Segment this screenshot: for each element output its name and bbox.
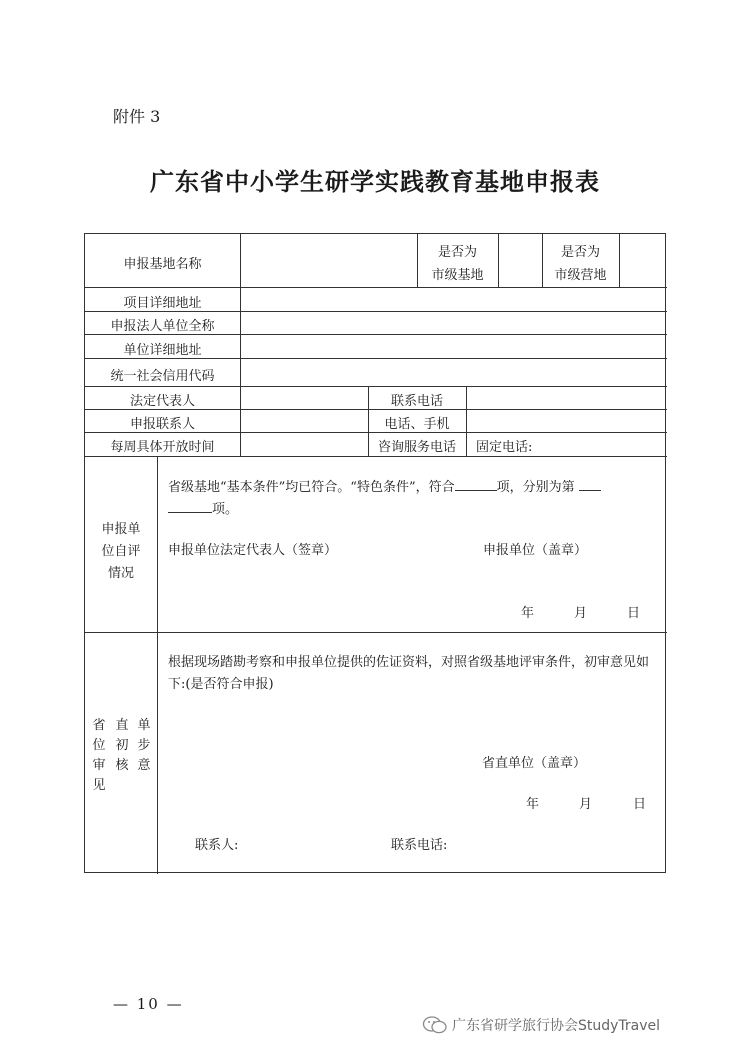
- review-label-char: 初: [115, 738, 129, 753]
- review-label-col3: [92, 716, 106, 796]
- fixed-phone-label: 固定电话:: [476, 440, 533, 455]
- wechat-icon: [422, 1015, 448, 1035]
- review-label-col1: [137, 716, 151, 776]
- watermark-text: 广东省研学旅行协会StudyTravel: [452, 1018, 661, 1034]
- city-camp-label-line2: 市级营地: [554, 268, 607, 283]
- base-name-label: 申报基地名称: [123, 257, 202, 272]
- self-eval-statement: [168, 477, 658, 521]
- review-date-year: 年: [526, 797, 540, 812]
- review-label-char: 见: [92, 778, 106, 793]
- review-label-char: 核: [115, 758, 129, 773]
- credit-code-label: 统一社会信用代码: [110, 369, 215, 384]
- review-label-col2: [115, 716, 129, 776]
- feature-items-blank-1[interactable]: [579, 477, 601, 491]
- consult-phone-label: 咨询服务电话: [377, 440, 456, 455]
- self-eval-text-part3: 项。: [212, 502, 239, 517]
- watermark: [422, 1015, 660, 1035]
- review-label-char: 步: [137, 738, 151, 753]
- project-address-label: 项目详细地址: [123, 296, 202, 311]
- self-eval-label-line3: 情况: [107, 566, 134, 581]
- city-camp-label-line1: 是否为: [560, 245, 600, 260]
- weekly-hours-label: 每周具体开放时间: [110, 440, 215, 455]
- review-date-day: 日: [633, 797, 647, 812]
- review-contact-phone-label: 联系电话:: [391, 838, 448, 853]
- provincial-unit-seal: 省直单位（盖章）: [482, 756, 587, 771]
- phone-mobile-label: 电话、手机: [384, 417, 450, 432]
- city-base-label-line1: 是否为: [437, 245, 477, 260]
- contact-person-label: 申报联系人: [129, 417, 195, 432]
- feature-items-blank-2[interactable]: [168, 499, 212, 513]
- page-number: — 10 —: [113, 995, 184, 1013]
- self-eval-label: [85, 519, 157, 585]
- self-eval-label-line2: 位自评: [101, 544, 141, 559]
- self-eval-text-part1: 省级基地“基本条件”均已符合。“特色条件”，符合: [168, 480, 455, 495]
- review-opinion-text: 根据现场踏勘考察和申报单位提供的佐证资料，对照省级基地评审条件，初审意见如下:(是否符合申报): [168, 655, 650, 692]
- self-eval-date-month: 月: [574, 606, 588, 621]
- self-eval-text-part2: 项，分别为第: [496, 480, 575, 495]
- application-form-table: [84, 233, 666, 873]
- contact-phone-label: 联系电话: [390, 394, 443, 409]
- review-label-char: 直: [115, 718, 129, 733]
- form-title: 广东省中小学生研学实践教育基地申报表: [150, 167, 600, 196]
- review-label-char: 单: [137, 718, 151, 733]
- review-date-month: 月: [579, 797, 593, 812]
- applicant-unit-seal: 申报单位（盖章）: [483, 543, 588, 558]
- self-eval-date-year: 年: [521, 606, 535, 621]
- feature-count-blank[interactable]: [455, 477, 497, 491]
- self-eval-label-line1: 申报单: [101, 522, 141, 537]
- review-label-char: 省: [92, 718, 106, 733]
- self-eval-date-day: 日: [627, 606, 641, 621]
- review-label-char: 意: [137, 758, 151, 773]
- legal-rep-sign: 申报单位法定代表人（签章）: [168, 543, 338, 558]
- review-label-char: 审: [92, 758, 106, 773]
- applicant-fullname-label: 申报法人单位全称: [110, 319, 215, 334]
- legal-rep-label: 法定代表人: [129, 394, 195, 409]
- city-base-label-line2: 市级基地: [431, 268, 484, 283]
- review-label-char: 位: [92, 738, 106, 753]
- unit-address-label: 单位详细地址: [123, 343, 202, 358]
- attachment-label: 附件 3: [113, 107, 161, 126]
- review-contact-label: 联系人:: [195, 838, 239, 853]
